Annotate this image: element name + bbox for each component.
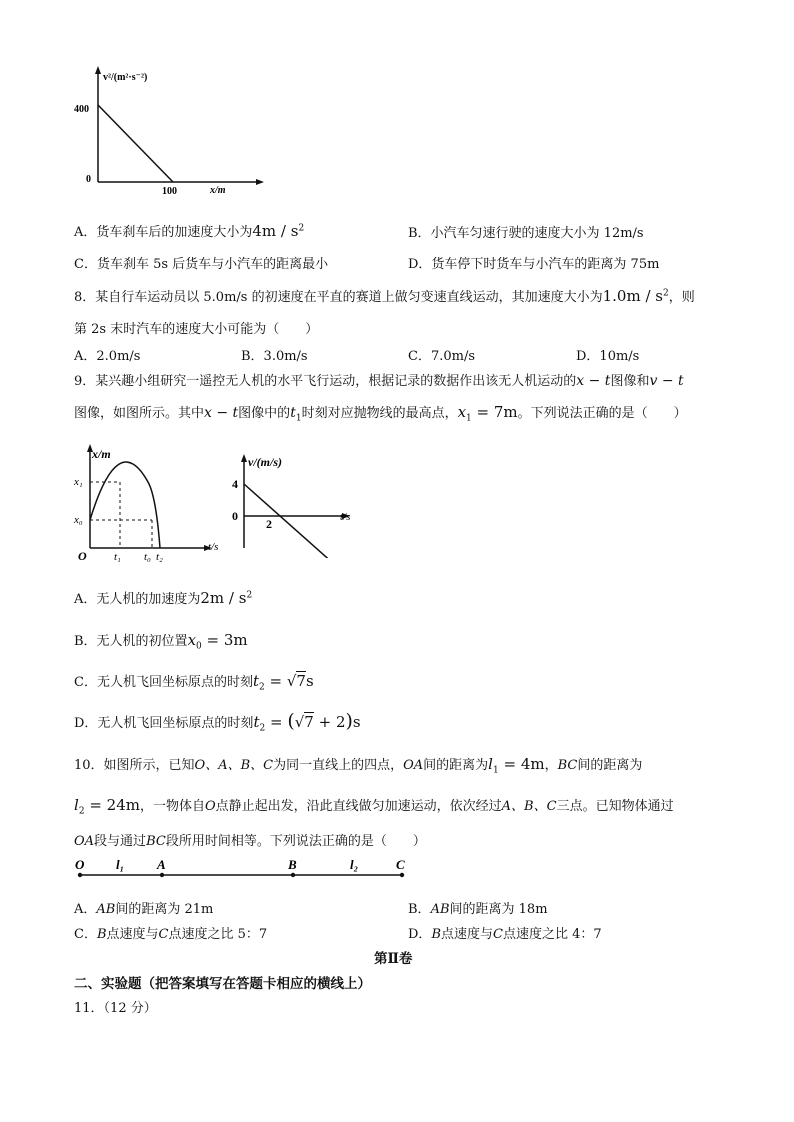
q8-option-a: A．2.0m/s <box>74 349 141 364</box>
q8-option-d: D．10m/s <box>576 349 640 364</box>
origin-label: 0 <box>86 174 91 185</box>
v-t-data-line <box>244 484 332 558</box>
xt-x0-label: x₀ <box>74 514 83 526</box>
vt-y-label: v/(m/s) <box>248 455 282 469</box>
volume-ii-title: 第Ⅱ卷 <box>374 951 413 967</box>
q7-option-a: A．货车刹车后的加速度大小为$4m / s^2$ <box>74 222 305 240</box>
xt-x-axis-label: t/s <box>208 541 219 553</box>
v2-x-data-line <box>98 105 173 182</box>
q9-option-d: D．无人机飞回坐标原点的时刻$t_2 = (√7 + 2)s$ <box>74 710 361 734</box>
y-tick-400: 400 <box>74 104 89 115</box>
q11-number: 11．（12 分） <box>74 1001 157 1016</box>
x-t-graph <box>68 438 233 563</box>
v2-x-graph <box>60 60 270 200</box>
q7-option-d: D．货车停下时货车与小汽车的距离为 75m <box>408 257 660 272</box>
point-a-label: A <box>157 857 166 872</box>
q8-stem-line1: 8．某自行车运动员以 5.0m/s 的初速度在平直的赛道上做匀变速直线运动，其加速度大小为$1.0m / s^2$，则 <box>74 287 695 305</box>
point-o-label: O <box>75 857 85 872</box>
q10-stem-line3: OA段与通过BC段所用时间相等。下列说法正确的是（ ） <box>74 834 426 849</box>
q10-option-d: D．B点速度与C点速度之比 4：7 <box>408 927 602 942</box>
q10-stem-line1: 10．如图所示，已知O、A、B、C为同一直线上的四点，OA间的距离为$l_1 = 4m$，BC间的距离为 <box>74 755 643 776</box>
q8-option-b: B．3.0m/s <box>241 349 308 364</box>
vt-y-tick-4: 4 <box>232 477 238 491</box>
q9-stem-line1: 9．某兴趣小组研究一遥控无人机的水平飞行运动，根据记录的数据作出该无人机运动的x − t图像和v − t <box>74 373 684 389</box>
q7-option-b: B．小汽车匀速行驶的速度大小为 12m/s <box>408 226 644 241</box>
vt-origin-label: 0 <box>232 509 238 523</box>
xt-origin-label: O <box>78 549 87 563</box>
xt-t0-label: t₀ <box>144 551 151 563</box>
q10-option-b: B．AB间的距离为 18m <box>408 902 548 917</box>
l2-label: l₂ <box>350 857 359 872</box>
q9-option-b: B．无人机的初位置$x_0 = 3m$ <box>74 631 248 652</box>
l1-label: l₁ <box>116 857 125 872</box>
vt-x-tick-2: 2 <box>266 517 272 531</box>
point-b-label: B <box>288 857 297 872</box>
q9-option-c: C．无人机飞回坐标原点的时刻$t_2 = √7s$ <box>74 672 314 693</box>
q10-stem-line2: $l_2 = 24m$，一物体自O点静止起出发，沿此直线做匀加速运动，依次经过A、B、C三点。已知物体通过 <box>74 796 674 817</box>
xt-y-label: x/m <box>92 447 111 461</box>
q9-option-a: A．无人机的加速度为$2m / s^2$ <box>74 589 253 607</box>
x-axis-label: x/m <box>210 185 226 196</box>
point-c-label: C <box>396 857 405 872</box>
vt-x-axis-label: t/s <box>340 511 351 523</box>
q8-stem-line2: 第 2s 末时汽车的速度大小可能为（ ） <box>74 322 319 337</box>
q8-option-c: C．7.0m/s <box>408 349 475 364</box>
q7-option-c: C．货车刹车 5s 后货车与小汽车的距离最小 <box>74 257 329 272</box>
x-t-parabola <box>90 462 160 548</box>
q10-option-c: C．B点速度与C点速度之比 5：7 <box>74 927 268 942</box>
q9-stem-line2: 图像，如图所示。其中x − t图像中的$t_1$时刻对应抛物线的最高点，$x_1 = 7m$。下列说法正确的是（ ） <box>74 403 687 424</box>
v2-axis-label: v²/(m²·s⁻²) <box>103 72 148 83</box>
xt-x1-label: x₁ <box>74 476 83 488</box>
xt-t1-label: t₁ <box>114 551 121 563</box>
xt-t2-label: t₂ <box>156 551 163 563</box>
oabc-line-figure <box>70 853 420 883</box>
v-t-graph <box>228 448 368 558</box>
section-heading: 二、实验题（把答案填写在答题卡相应的横线上） <box>74 976 371 992</box>
q10-option-a: A．AB间的距离为 21m <box>74 902 214 917</box>
x-tick-100: 100 <box>162 186 177 197</box>
